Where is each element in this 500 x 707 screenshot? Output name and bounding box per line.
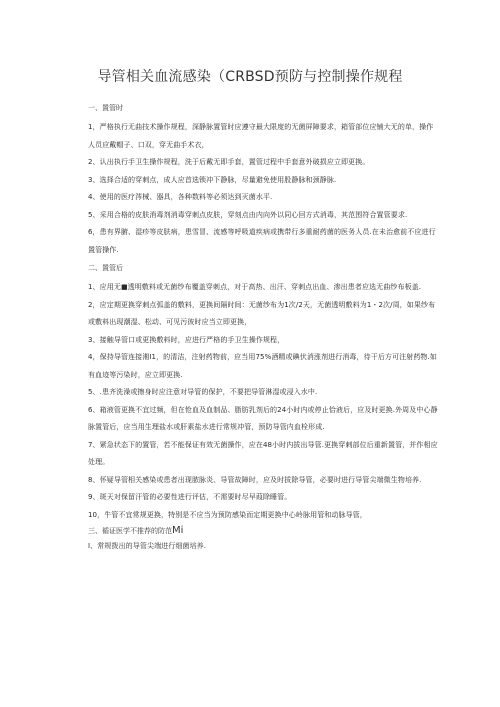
section1-heading: 一、置管时: [88, 104, 123, 112]
section1-item: 2、认出执行手卫生操作规程，洗于后戴无即手套，置管过程中手套意外破损应立即更换。: [88, 158, 370, 166]
document-body: [88, 103, 438, 556]
section1-item: 3、选择合适的穿刺点，成人应首选锁冲下静脉，尽量避免使用股静脉和颈静脉.: [88, 175, 337, 184]
section2-item: 2，应定期更换穿刺点弧盖的敷料，更换间隔时间：无菌纱布为1次/2天，无菌透明敷料为1・2次/周，如果纱布或敷料出现潮湿、松动、可见污彼时应当立即更换，: [88, 300, 436, 326]
section1-item: 4、使用的医疗涔械、器具，各种数料等必须达到灭菌水平.: [88, 193, 273, 201]
section2-item: 3、接触导管口或更换敷料时，应进行严格的手卫生操作规程，: [88, 335, 285, 344]
section1-item: 5、采用合格的皮肤消毒剂消毒穿刺点皮肤，穿刻点由内向外以同心回方式消毒，其范围符合置管要求.: [88, 210, 408, 219]
section2-item: 7、紧急状态下的置管，若不能保证有效无菌操作，应在48小时内拔出导管.更换穿刺部位后重新置管，并作相应处理。: [88, 440, 438, 466]
section3-heading: [88, 524, 438, 538]
section2-item: 9、斑天对保留汗管的必要性进行评估，不需要时尽早葭除睡管。: [88, 493, 292, 501]
section2-item: 5、.患齐洗澡或擦身时应注意对导管的保护，不要把导管淋湿或浸入水中.: [88, 388, 318, 396]
section3-heading-tail: Mi: [172, 525, 184, 536]
document-title: 导管相关血流感染（CRBSD预防与控制操作规程: [97, 69, 403, 85]
section1-item: 1，严格执行无曲技术操作规程，深静脉置管时应遵守最大限度的无菌屏障要求，箱管部位应铺大无的单，操作人员应戴帽子、口双，穿无曲手术衣，: [88, 123, 434, 149]
section1-item: 6，患有界腑、湿疹等皮肤病，患雪冒、流感等呼吸道疾病或携带行多重耐药菌的医务人员.在未治愈前不应进行置管操作.: [88, 228, 436, 254]
section2-item: 4，保持导管连接湘I1，的清洁，注射药物前，应当用75%酒精或碘伏消涨剂进行消毒，待干后方可注射药物.如有血迹等污染时，应立即更换.: [88, 353, 437, 379]
section2-item: 10，牛管不宜常规更换，特别是不应当为预防感染而定期更换中心岭脉用管和动脉导管，: [88, 510, 367, 519]
section2-heading: 二、置管后: [88, 264, 123, 272]
section2-item: 6、箱液管更换不宜过频，但在怆血及血制品、脂肪乳剂后的24小时内或停止恰液后，应及时更换.外周及中心静脉置管后，应当用生理盐水或肝素盐水进行常规冲管，预防导管内血栓形成.: [88, 405, 438, 431]
section3-item: I、常规拨出的导管尖端进行细菌培养.: [88, 542, 207, 550]
section3-heading-text: 三、循证医学不推荐的防范: [88, 527, 172, 535]
section2-item: 1、应用无■透明敷料或无菌纱布覆盖穿刺点，对于高热、出汗、穿刺点出血、渗出患者应选无曲纱布板盖.: [88, 283, 422, 291]
section2-item: 8、怀疑导管相关感染或患者出现脓脉炎、导管故障时，应及时拔除导管，必要时进行导管尖端微生物培养.: [88, 475, 422, 484]
